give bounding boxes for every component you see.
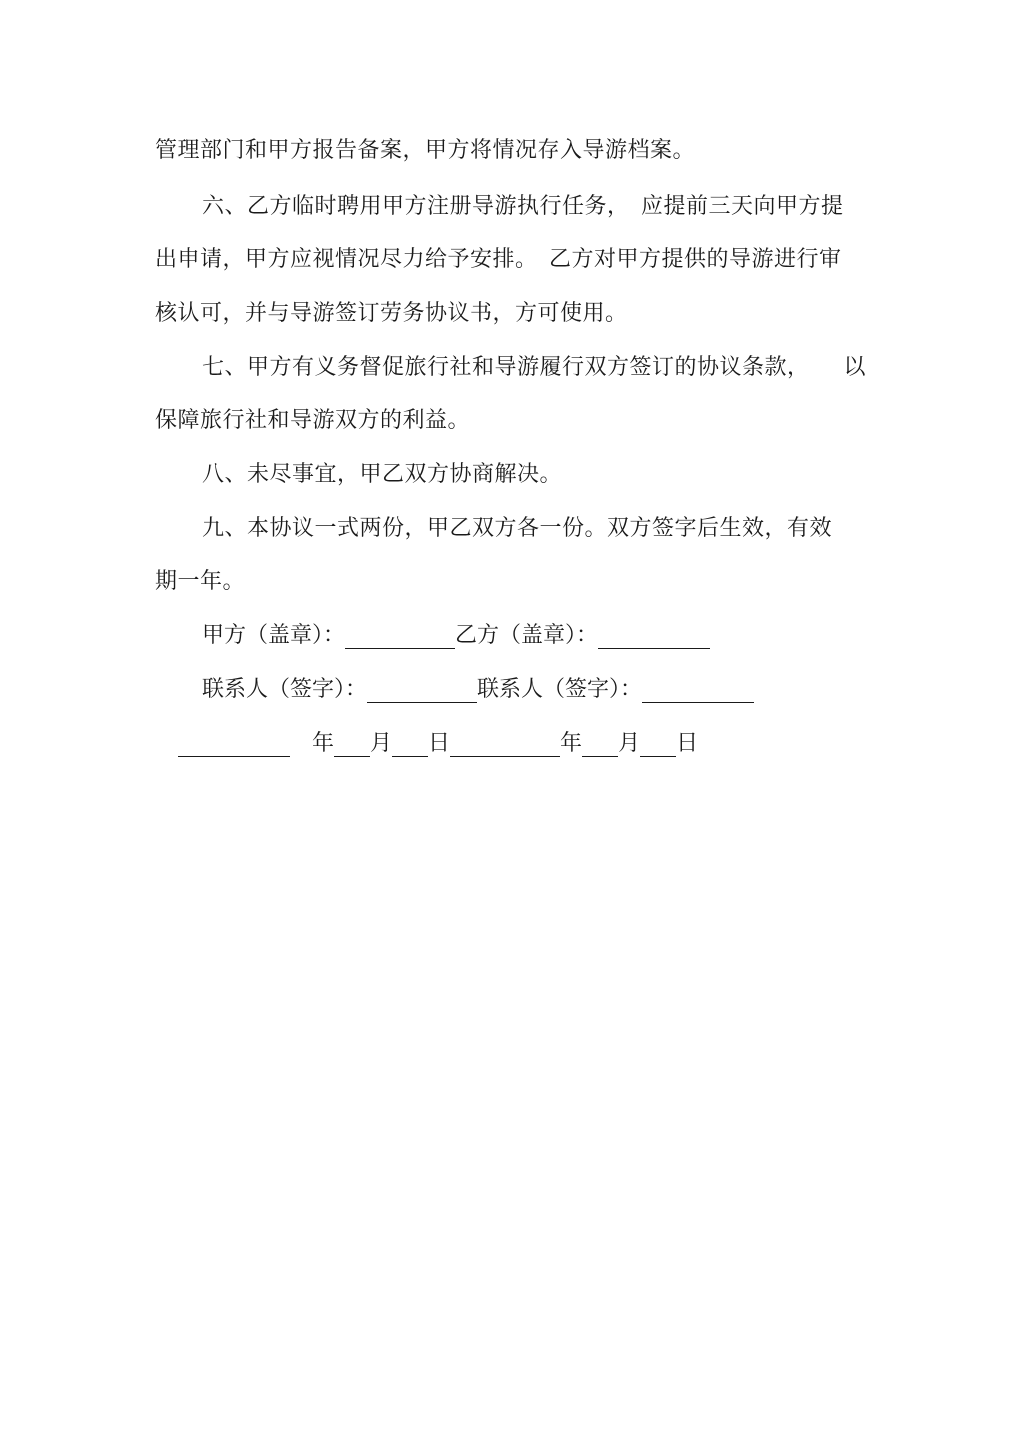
date-b-day-blank — [640, 732, 676, 757]
clause-six-line-1: 六、乙方临时聘用甲方注册导游执行任务， 应提前三天向甲方提 — [202, 194, 844, 219]
date-a-year-label: 年 — [312, 731, 335, 756]
clause-nine-line-2: 期一年。 — [155, 569, 246, 594]
party-a-seal-label: 甲方（盖章）： — [202, 623, 346, 648]
date-a-day-label: 日 — [428, 731, 451, 756]
clause-six-line-2: 出申请，甲方应视情况尽力给予安排。 乙方对甲方提供的导游进行审 — [155, 247, 842, 272]
date-a-month-blank — [334, 732, 370, 757]
clause-seven-line-2: 保障旅行社和导游双方的利益。 — [155, 408, 471, 433]
paragraph-line: 管理部门和甲方报告备案，甲方将情况存入导游档案。 — [155, 138, 696, 163]
date-b-day-label: 日 — [676, 731, 699, 756]
clause-eight-line: 八、未尽事宜，甲乙双方协商解决。 — [202, 462, 563, 487]
date-b-month-blank — [582, 732, 618, 757]
date-b-year-label: 年 — [560, 731, 583, 756]
contact-b-blank — [642, 678, 754, 703]
date-a-day-blank — [392, 732, 428, 757]
date-b-month-label: 月 — [618, 731, 641, 756]
date-a-prefix-blank — [178, 732, 290, 757]
party-b-seal-label: 乙方（盖章）： — [455, 623, 599, 648]
date-row — [178, 729, 698, 759]
contact-row — [202, 675, 754, 705]
clause-nine-line-1: 九、本协议一式两份，甲乙双方各一份。双方签字后生效，有效 — [202, 516, 833, 541]
seal-row — [202, 621, 710, 651]
contact-a-blank — [367, 678, 477, 703]
party-a-seal-blank — [345, 624, 455, 649]
clause-six-line-3: 核认可，并与导游签订劳务协议书，方可使用。 — [155, 301, 628, 326]
contact-a-label: 联系人（签字）： — [202, 677, 368, 702]
clause-seven-line-1: 七、甲方有义务督促旅行社和导游履行双方签订的协议条款， 以 — [202, 355, 867, 380]
party-b-seal-blank — [598, 624, 710, 649]
date-b-prefix-blank — [450, 732, 560, 757]
contact-b-label: 联系人（签字）： — [477, 677, 643, 702]
date-a-month-label: 月 — [370, 731, 393, 756]
